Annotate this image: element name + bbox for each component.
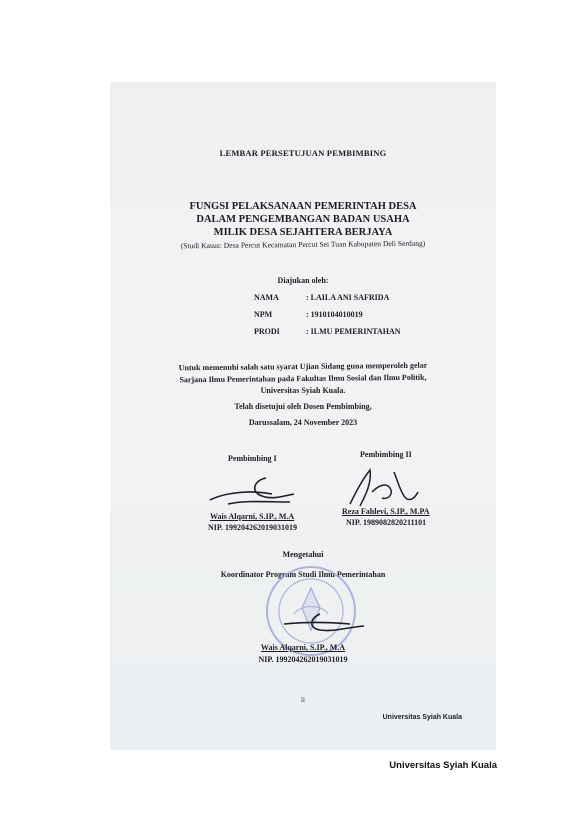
identity-value-prodi: : ILMU PEMERINTAHAN bbox=[306, 327, 401, 336]
advisor1-nip: NIP. 199204262019031019 bbox=[208, 523, 298, 532]
inner-footer: Universitas Syiah Kuala bbox=[382, 714, 462, 721]
signature-coordinator bbox=[280, 610, 370, 640]
identity-value-npm: : 1910104010019 bbox=[306, 310, 363, 319]
advisor2-name: Reza Fahlevi, S.IP., M.PA bbox=[342, 507, 430, 516]
coordinator-nip: NIP. 199204262019031019 bbox=[258, 655, 348, 664]
signature-advisor2 bbox=[342, 462, 422, 512]
acknowledged: Mengetahui bbox=[282, 550, 324, 559]
identity-label-prodi: PRODI bbox=[254, 327, 280, 336]
sheet-heading: LEMBAR PERSETUJUAN PEMBIMBING bbox=[219, 148, 387, 158]
coordinator-name: Wais Alqarni, S.IP., M.A bbox=[260, 643, 346, 652]
coordinator-title: Koordinator Program Studi Ilmu Pemerintahan bbox=[220, 570, 386, 579]
purpose-line-2: Sarjana Ilmu Pemerintahan pada Fakultas Ilmu Sosial dan Ilmu Politik, bbox=[179, 372, 427, 385]
advisor1-role: Pembimbing I bbox=[228, 454, 277, 463]
page-footer: Universitas Syiah Kuala bbox=[389, 760, 497, 771]
title-line-3: MILIK DESA SEJAHTERA BERJAYA bbox=[213, 227, 393, 238]
approved-by: Telah disetujui oleh Dosen Pembimbing, bbox=[234, 402, 372, 411]
advisor1-name: Wais Alqarni, S.IP., M.A bbox=[210, 512, 295, 521]
title-line-2: DALAM PENGEMBANGAN BADAN USAHA bbox=[196, 214, 410, 225]
identity-label-name: NAMA bbox=[254, 293, 279, 302]
signature-advisor1 bbox=[206, 470, 302, 510]
subtitle: (Studi Kasus: Desa Percut Kecamatan Percut Sei Tuan Kabupaten Deli Serdang) bbox=[180, 238, 426, 251]
purpose-line-3: Universitas Syiah Kuala. bbox=[260, 386, 346, 395]
place-date: Darussalam, 24 November 2023 bbox=[248, 418, 358, 427]
submitted-by: Diajukan oleh: bbox=[277, 276, 329, 285]
document-photo bbox=[110, 82, 496, 750]
identity-label-npm: NPM bbox=[254, 310, 273, 319]
title-line-1: FUNGSI PELAKSANAAN PEMERINTAH DESA bbox=[189, 201, 417, 212]
purpose-line-1: Untuk memenuhi salah satu syarat Ujian Sidang guna memperoleh gelar bbox=[178, 360, 428, 373]
identity-value-name: : LAILA ANI SAFRIDA bbox=[306, 293, 390, 302]
page-number: ii bbox=[301, 696, 305, 704]
advisor2-role: Pembimbing II bbox=[360, 450, 412, 459]
advisor2-nip: NIP. 1989082820211101 bbox=[346, 518, 427, 527]
